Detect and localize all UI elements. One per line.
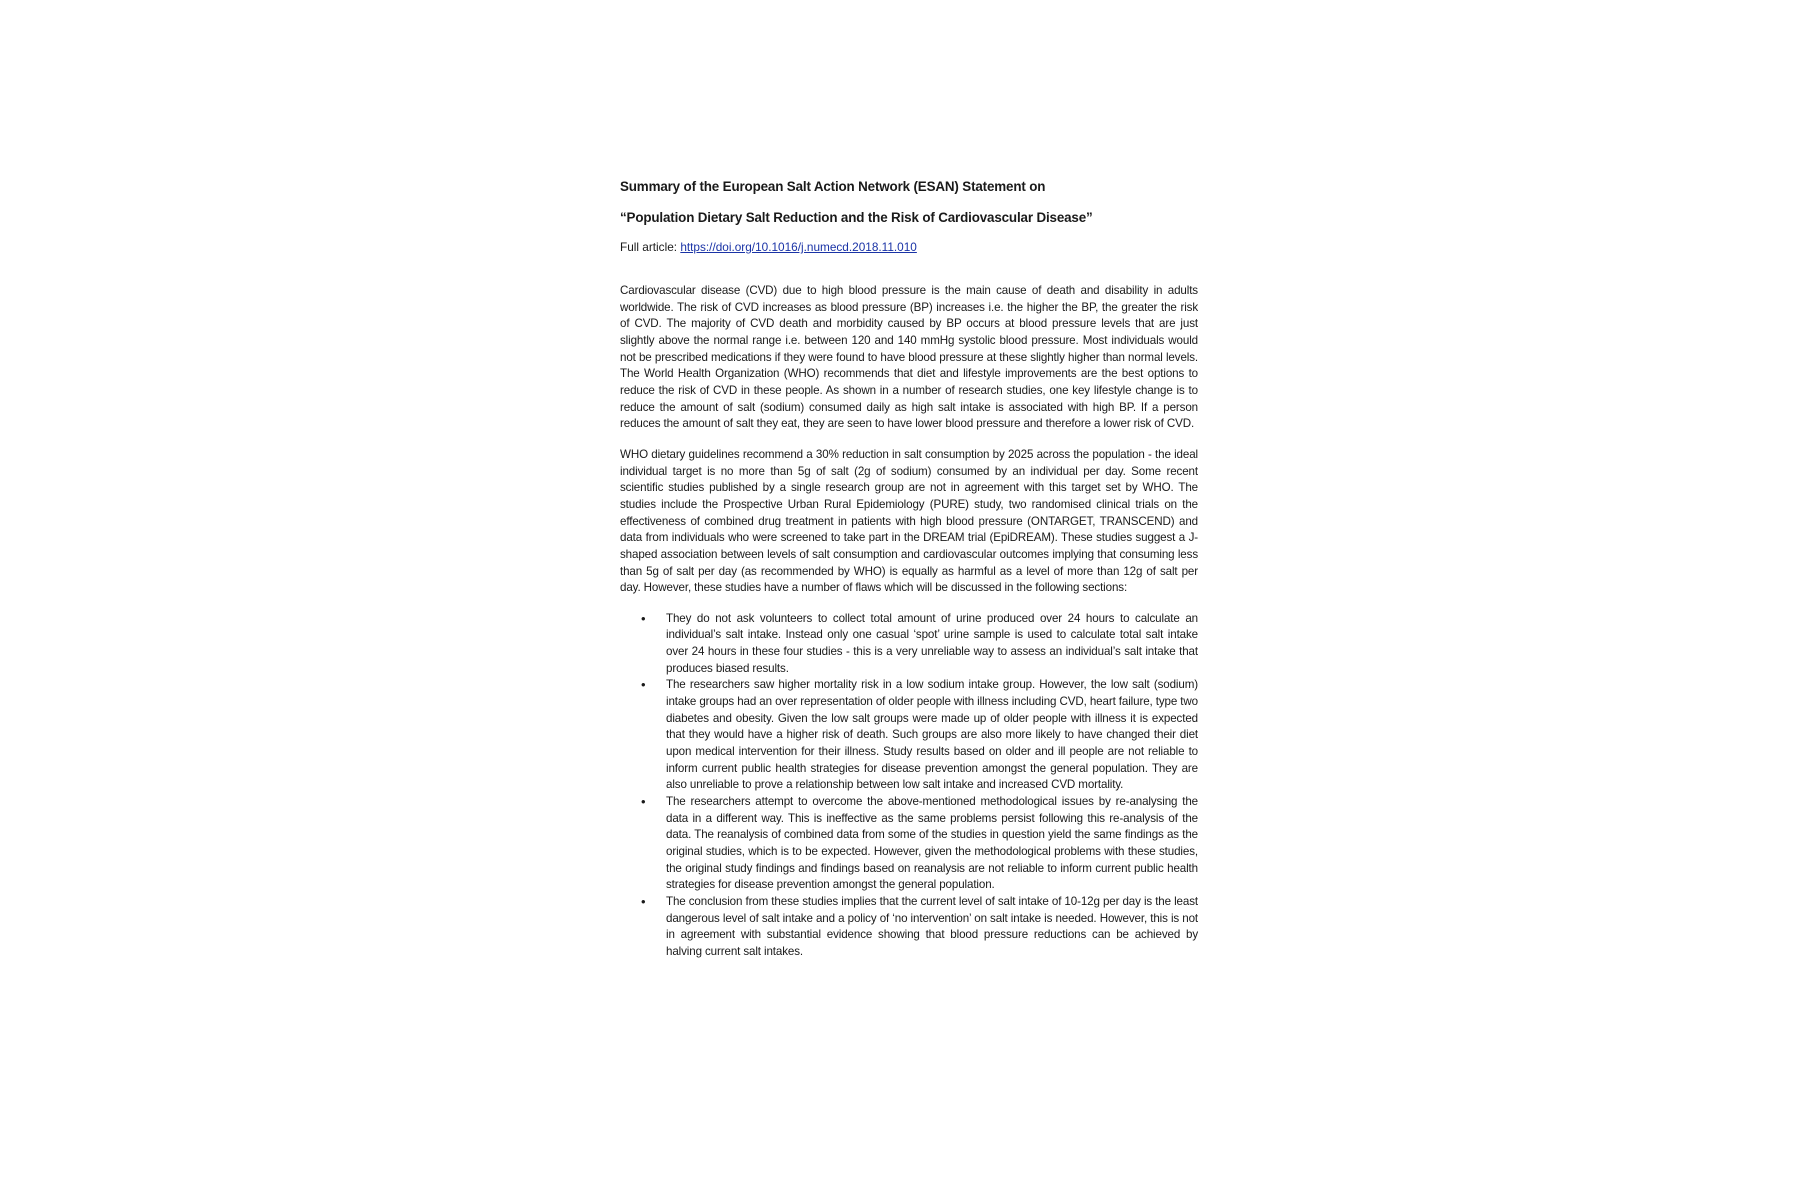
bullet-icon: • <box>641 610 646 626</box>
paragraph-cvd-intro: Cardiovascular disease (CVD) due to high blood pressure is the main cause of death and disability in adults worldwide. The risk of CVD increases as blood pressure (BP) increases i.e. the higher the BP, the greater the risk of CVD. The majority of CVD death and morbidity caused by BP occurs at blood pressure levels that are just slightly above the normal range i.e. between 120 and 140 mmHg systolic blood pressure. Most individuals would not be prescribed medications if they were found to have blood pressure at these slightly higher than normal levels. The World Health Organization (WHO) recommends that diet and lifestyle improvements are the best options to reduce the risk of CVD in these people. As shown in a number of research studies, one key lifestyle change is to reduce the amount of salt (sodium) consumed daily as high salt intake is associated with high BP. If a person reduces the amount of salt they eat, they are seen to have lower blood pressure and therefore a lower risk of CVD. <box>620 284 1198 431</box>
list-item <box>620 894 1198 961</box>
paragraph-who-guidelines: WHO dietary guidelines recommend a 30% reduction in salt consumption by 2025 across the population - the ideal individual target is no more than 5g of salt (2g of sodium) consumed by an individual per day. Some recent scientific studies published by a single research group are not in agreement with this target set by WHO. The studies include the Prospective Urban Rural Epidemiology (PURE) study, two randomised clinical trials on the effectiveness of combined drug treatment in patients with high blood pressure (ONTARGET, TRANSCEND) and data from individuals who were screened to take part in the DREAM trial (EpiDREAM). These studies suggest a J-shaped association between levels of salt consumption and cardiovascular outcomes implying that consuming less than 5g of salt per day (as recommended by WHO) is equally as harmful as a level of more than 12g of salt per day. However, these studies have a number of flaws which will be discussed in the following sections: <box>620 447 1198 595</box>
full-article-link[interactable]: https://doi.org/10.1016/j.numecd.2018.11.010 <box>680 240 917 254</box>
full-article-line <box>620 240 1198 255</box>
full-article-label: Full article: <box>620 240 681 254</box>
list-item <box>620 677 1198 794</box>
document-title-line2: “Population Dietary Salt Reduction and the Risk of Cardiovascular Disease” <box>620 210 1093 225</box>
bullet-icon: • <box>641 677 646 693</box>
list-item-text: The researchers saw higher mortality risk in a low sodium intake group. However, the low salt (sodium) intake groups had an over representation of older people with illness including CVD, heart failure, type two diabetes and obesity. Given the low salt groups were made up of older people with illness it is expected that they would have a higher risk of death. Such groups are also more likely to have changed their diet upon medical intervention for their illness. Study results based on older and ill people are not reliable to inform current public health strategies for disease prevention amongst the general population. They are also unreliable to prove a relationship between low salt intake and increased CVD mortality. <box>666 678 1198 792</box>
document-page <box>620 178 1198 961</box>
list-item-text: The researchers attempt to overcome the above-mentioned methodological issues by re-analysing the data in a different way. This is ineffective as the same problems persist following this re-analysis of the data. The reanalysis of combined data from some of the studies in question yield the same findings as the original studies, which is to be expected. However, given the methodological problems with these studies, the original study findings and findings based on reanalysis are not reliable to inform current public health strategies for disease prevention amongst the general population. <box>666 795 1198 892</box>
list-item-text: The conclusion from these studies implies that the current level of salt intake of 10-12g per day is the least dangerous level of salt intake and a policy of ‘no intervention’ on salt intake is needed. However, this is not in agreement with substantial evidence showing that blood pressure reductions can be achieved by halving current salt intakes. <box>666 894 1198 958</box>
list-item <box>620 794 1198 894</box>
list-item <box>620 611 1198 678</box>
document-title-line1: Summary of the European Salt Action Network (ESAN) Statement on <box>620 179 1046 194</box>
flaws-list <box>620 611 1198 961</box>
list-item-text: They do not ask volunteers to collect total amount of urine produced over 24 hours to calculate an individual’s salt intake. Instead only one casual ‘spot’ urine sample is used to calculate total salt intake over 24 hours in these four studies - this is a very unreliable way to assess an individual’s salt intake that produces biased results. <box>666 611 1198 675</box>
bullet-icon: • <box>641 794 646 810</box>
bullet-icon: • <box>641 893 646 909</box>
